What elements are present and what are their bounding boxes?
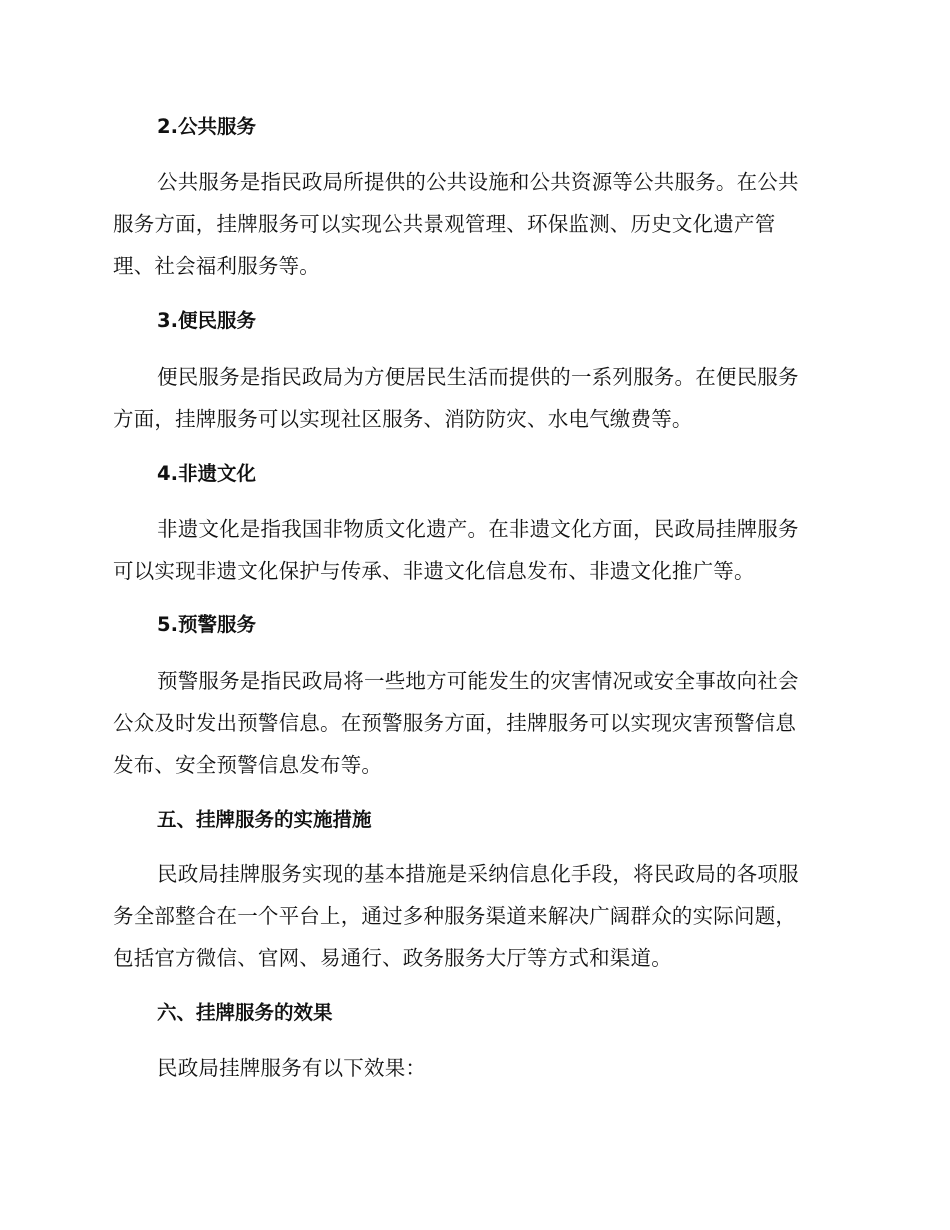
paragraph-line: 非遗文化是指我国非物质文化遗产。在非遗文化方面，民政局挂牌服务 [157,517,799,541]
paragraph-line: 服务方面，挂牌服务可以实现公共景观管理、环保监测、历史文化遗产管 [113,212,776,236]
paragraph-line: 可以实现非遗文化保护与传承、非遗文化信息发布、非遗文化推广等。 [113,559,755,583]
paragraph-line: 民政局挂牌服务有以下效果： [157,1056,427,1080]
paragraph-line: 务全部整合在一个平台上，通过多种服务渠道来解决广阔群众的实际问题， [113,904,797,928]
paragraph-effects [113,1047,833,1089]
paragraph-early-warning [113,660,833,786]
paragraph-line: 方面，挂牌服务可以实现社区服务、消防防灾、水电气缴费等。 [113,407,693,431]
section-heading-implementation: 五、挂牌服务的实施措施 [157,808,372,831]
paragraph-line: 公共服务是指民政局所提供的公共设施和公共资源等公共服务。在公共 [157,170,799,194]
paragraph-line: 便民服务是指民政局为方便居民生活而提供的一系列服务。在便民服务 [157,365,799,389]
paragraph-line: 民政局挂牌服务实现的基本措施是采纳信息化手段，将民政局的各项服 [157,862,799,886]
paragraph-line: 预警服务是指民政局将一些地方可能发生的灾害情况或安全事故向社会 [157,669,799,693]
section-heading-intangible-heritage: 4.非遗文化 [157,462,256,485]
paragraph-intangible-heritage [113,508,833,592]
paragraph-line: 发布、安全预警信息发布等。 [113,753,383,777]
section-heading-public-service: 2.公共服务 [157,115,256,138]
paragraph-implementation [113,853,833,979]
section-heading-convenience-service: 3.便民服务 [157,309,256,332]
paragraph-public-service [113,161,833,287]
section-heading-effects: 六、挂牌服务的效果 [157,1001,333,1024]
section-heading-early-warning: 5.预警服务 [157,613,256,636]
paragraph-line: 公众及时发出预警信息。在预警服务方面，挂牌服务可以实现灾害预警信息 [113,711,797,735]
paragraph-convenience-service [113,356,833,440]
paragraph-line: 包括官方微信、官网、易通行、政务服务大厅等方式和渠道。 [113,946,672,970]
paragraph-line: 理、社会福利服务等。 [113,254,320,278]
